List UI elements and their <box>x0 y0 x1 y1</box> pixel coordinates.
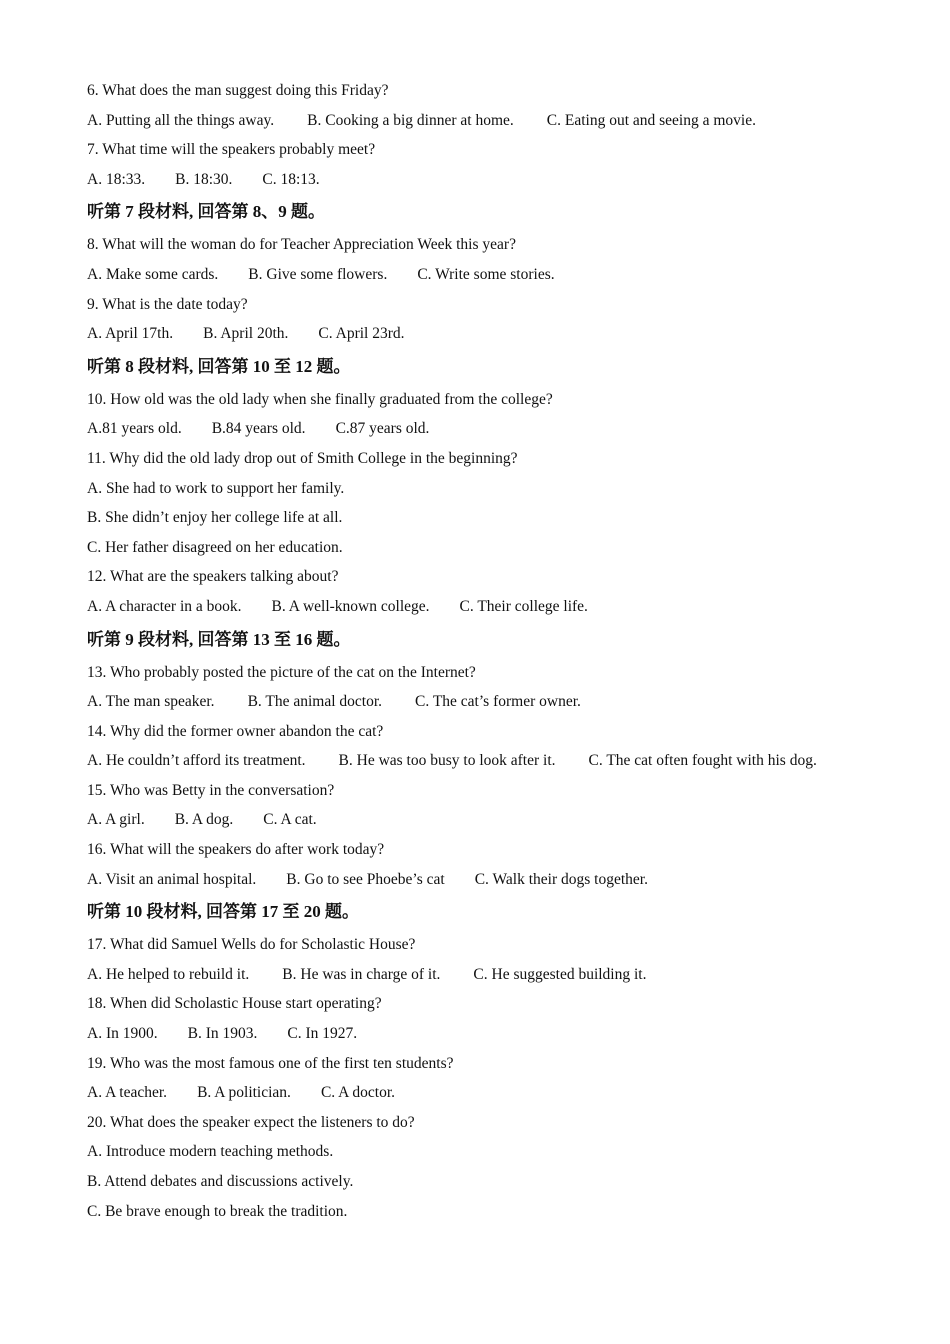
option-13a: A. The man speaker. <box>87 693 215 711</box>
option-7a: A. 18:33. <box>87 170 146 188</box>
option-10c: C.87 years old. <box>335 420 430 438</box>
question-6: 6. What does the man suggest doing this Friday? <box>87 82 389 99</box>
option-12c: C. Their college life. <box>459 597 588 615</box>
options-12 <box>87 592 927 622</box>
option-20b: B. Attend debates and discussions actively. <box>87 1173 354 1190</box>
option-15c: C. A cat. <box>263 811 317 829</box>
option-18c: C. In 1927. <box>287 1025 358 1043</box>
option-20a: A. Introduce modern teaching methods. <box>87 1143 334 1161</box>
option-13b: B. The animal doctor. <box>247 693 383 711</box>
option-6b: B. Cooking a big dinner at home. <box>307 111 514 129</box>
section-8-heading: 听第 8 段材料, 回答第 10 至 12 题。 <box>87 356 351 376</box>
question-16: 16. What will the speakers do after work today? <box>87 841 385 859</box>
question-11: 11. Why did the old lady drop out of Smith College in the beginning? <box>87 449 518 467</box>
question-9: 9. What is the date today? <box>87 295 248 313</box>
option-20c: C. Be brave enough to break the tradition. <box>87 1202 348 1220</box>
option-15b: B. A dog. <box>174 811 234 829</box>
option-11b: B. She didn’t enjoy her college life at all. <box>87 509 343 527</box>
option-17a: A. He helped to rebuild it. <box>87 965 250 983</box>
option-18b: B. In 1903. <box>187 1025 258 1043</box>
question-13: 13. Who probably posted the picture of the cat on the Internet? <box>87 663 476 681</box>
question-15: 15. Who was Betty in the conversation? <box>87 781 335 799</box>
option-17c: C. He suggested building it. <box>473 965 647 983</box>
options-8 <box>87 260 927 290</box>
option-19b: B. A politician. <box>197 1084 291 1102</box>
options-14 <box>87 746 927 776</box>
option-14b: B. He was too busy to look after it. <box>338 752 556 770</box>
option-7b: B. 18:30. <box>175 170 233 188</box>
question-18: 18. When did Scholastic House start operating? <box>87 995 382 1013</box>
question-17: 17. What did Samuel Wells do for Scholastic House? <box>87 936 416 954</box>
options-10 <box>87 414 927 444</box>
option-16a: A. Visit an animal hospital. <box>87 870 257 888</box>
question-20: 20. What does the speaker expect the listeners to do? <box>87 1113 415 1131</box>
option-15a: A. A girl. <box>87 811 145 829</box>
question-8: 8. What will the woman do for Teacher Appreciation Week this year? <box>87 236 516 254</box>
option-10b: B.84 years old. <box>211 420 306 438</box>
options-15 <box>87 805 927 835</box>
option-11c: C. Her father disagreed on her education. <box>87 538 343 556</box>
option-8c: C. Write some stories. <box>417 265 555 283</box>
option-16b: B. Go to see Phoebe’s cat <box>286 870 445 888</box>
options-16 <box>87 865 927 895</box>
option-17b: B. He was in charge of it. <box>282 965 441 983</box>
options-7 <box>87 165 927 195</box>
option-10a: A.81 years old. <box>87 420 182 438</box>
option-8a: A. Make some cards. <box>87 265 219 283</box>
options-13 <box>87 687 927 717</box>
option-12b: B. A well-known college. <box>271 597 430 615</box>
exam-page <box>87 76 927 1226</box>
question-7: 7. What time will the speakers probably meet? <box>87 141 376 159</box>
question-10: 10. How old was the old lady when she finally graduated from the college? <box>87 390 553 408</box>
options-9 <box>87 319 927 349</box>
option-19c: C. A doctor. <box>320 1084 396 1102</box>
option-6a: A. Putting all the things away. <box>87 111 275 129</box>
option-8b: B. Give some flowers. <box>248 265 388 283</box>
option-12a: A. A character in a book. <box>87 597 242 615</box>
option-6c: C. Eating out and seeing a movie. <box>546 111 756 129</box>
options-17 <box>87 960 927 990</box>
option-7c: C. 18:13. <box>262 170 320 188</box>
option-13c: C. The cat’s former owner. <box>415 693 581 711</box>
options-18 <box>87 1019 927 1049</box>
option-16c: C. Walk their dogs together. <box>474 870 648 888</box>
option-14c: C. The cat often fought with his dog. <box>588 752 817 770</box>
options-6 <box>87 106 927 136</box>
option-18a: A. In 1900. <box>87 1025 158 1043</box>
question-14: 14. Why did the former owner abandon the cat? <box>87 722 384 740</box>
question-19: 19. Who was the most famous one of the first ten students? <box>87 1054 454 1072</box>
options-19 <box>87 1078 927 1108</box>
option-11a: A. She had to work to support her family. <box>87 479 345 497</box>
option-9a: A. April 17th. <box>87 325 174 343</box>
section-10-heading: 听第 10 段材料, 回答第 17 至 20 题。 <box>87 902 359 922</box>
option-9c: C. April 23rd. <box>318 325 405 343</box>
section-9-heading: 听第 9 段材料, 回答第 13 至 16 题。 <box>87 629 351 649</box>
option-14a: A. He couldn’t afford its treatment. <box>87 752 306 770</box>
option-9b: B. April 20th. <box>203 325 289 343</box>
section-7-heading: 听第 7 段材料, 回答第 8、9 题。 <box>87 202 325 222</box>
question-12: 12. What are the speakers talking about? <box>87 568 339 586</box>
option-19a: A. A teacher. <box>87 1084 168 1102</box>
